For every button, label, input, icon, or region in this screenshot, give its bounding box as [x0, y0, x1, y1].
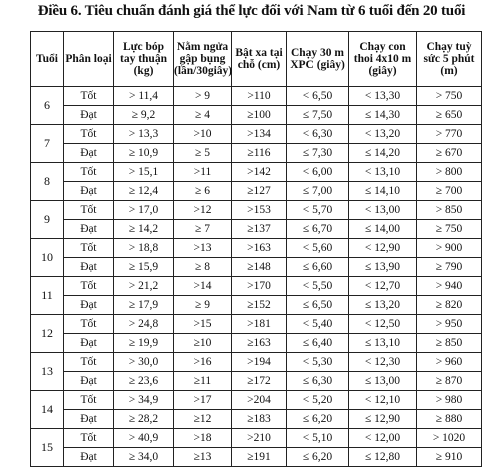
- table-row: [31, 182, 482, 201]
- grip-strength-cell: ≥ 34,0: [114, 448, 174, 467]
- run-30m-cell: < 5,10: [287, 429, 349, 448]
- grip-strength-cell: > 11,4: [114, 87, 174, 106]
- run-30m-cell: ≤ 6,40: [287, 334, 349, 353]
- standing-jump-cell: ≥152: [232, 296, 287, 315]
- grip-strength-cell: ≥ 15,9: [114, 258, 174, 277]
- run-5min-cell: ≥ 670: [417, 144, 482, 163]
- table-row: [31, 277, 482, 296]
- shuttle-run-cell: ≤ 13,20: [349, 296, 417, 315]
- shuttle-run-cell: < 13,00: [349, 201, 417, 220]
- run-30m-cell: ≤ 7,00: [287, 182, 349, 201]
- standing-jump-cell: ≥116: [232, 144, 287, 163]
- table-row: [31, 201, 482, 220]
- header-age: Tuổi: [31, 32, 64, 87]
- table-row: [31, 391, 482, 410]
- run-30m-cell: < 5,50: [287, 277, 349, 296]
- shuttle-run-cell: < 12,90: [349, 239, 417, 258]
- grip-strength-cell: > 13,3: [114, 125, 174, 144]
- table-row: [31, 429, 482, 448]
- run-5min-cell: ≥ 750: [417, 220, 482, 239]
- classification-cell: Đạt: [64, 410, 114, 429]
- standing-jump-cell: ≥148: [232, 258, 287, 277]
- shuttle-run-cell: < 13,30: [349, 87, 417, 106]
- standing-jump-cell: >153: [232, 201, 287, 220]
- table-row: [31, 410, 482, 429]
- shuttle-run-cell: < 12,70: [349, 277, 417, 296]
- shuttle-run-cell: < 13,20: [349, 125, 417, 144]
- standing-jump-cell: >134: [232, 125, 287, 144]
- classification-cell: Đạt: [64, 296, 114, 315]
- age-cell: 10: [31, 239, 64, 277]
- grip-strength-cell: ≥ 23,6: [114, 372, 174, 391]
- run-30m-cell: < 5,20: [287, 391, 349, 410]
- classification-cell: Đạt: [64, 258, 114, 277]
- run-30m-cell: < 5,70: [287, 201, 349, 220]
- standing-jump-cell: ≥100: [232, 106, 287, 125]
- grip-strength-cell: ≥ 28,2: [114, 410, 174, 429]
- sit-ups-cell: ≥ 4: [174, 106, 232, 125]
- standing-jump-cell: >170: [232, 277, 287, 296]
- run-5min-cell: ≥ 870: [417, 372, 482, 391]
- run-5min-cell: > 750: [417, 87, 482, 106]
- table-row: [31, 372, 482, 391]
- grip-strength-cell: > 18,8: [114, 239, 174, 258]
- classification-cell: Tốt: [64, 277, 114, 296]
- grip-strength-cell: > 30,0: [114, 353, 174, 372]
- sit-ups-cell: >14: [174, 277, 232, 296]
- run-5min-cell: > 950: [417, 315, 482, 334]
- sit-ups-cell: ≥11: [174, 372, 232, 391]
- standing-jump-cell: ≥191: [232, 448, 287, 467]
- table-row: [31, 87, 482, 106]
- age-cell: 14: [31, 391, 64, 429]
- run-30m-cell: < 6,30: [287, 125, 349, 144]
- run-5min-cell: ≥ 850: [417, 334, 482, 353]
- table-row: [31, 239, 482, 258]
- run-30m-cell: ≤ 6,50: [287, 296, 349, 315]
- age-cell: 7: [31, 125, 64, 163]
- run-30m-cell: ≤ 6,20: [287, 448, 349, 467]
- shuttle-run-cell: ≤ 12,80: [349, 448, 417, 467]
- table-row: [31, 258, 482, 277]
- grip-strength-cell: > 21,2: [114, 277, 174, 296]
- run-30m-cell: < 6,00: [287, 163, 349, 182]
- classification-cell: Tốt: [64, 391, 114, 410]
- sit-ups-cell: ≥12: [174, 410, 232, 429]
- standing-jump-cell: ≥163: [232, 334, 287, 353]
- table-row: [31, 315, 482, 334]
- age-cell: 12: [31, 315, 64, 353]
- shuttle-run-cell: ≤ 12,90: [349, 410, 417, 429]
- run-5min-cell: > 900: [417, 239, 482, 258]
- run-30m-cell: ≤ 6,20: [287, 410, 349, 429]
- run-30m-cell: < 5,30: [287, 353, 349, 372]
- sit-ups-cell: >17: [174, 391, 232, 410]
- sit-ups-cell: >13: [174, 239, 232, 258]
- run-5min-cell: > 800: [417, 163, 482, 182]
- run-5min-cell: > 1020: [417, 429, 482, 448]
- fitness-standards-table: [30, 31, 482, 467]
- sit-ups-cell: > 9: [174, 87, 232, 106]
- classification-cell: Đạt: [64, 182, 114, 201]
- classification-cell: Tốt: [64, 353, 114, 372]
- grip-strength-cell: ≥ 12,4: [114, 182, 174, 201]
- standing-jump-cell: >163: [232, 239, 287, 258]
- standing-jump-cell: ≥127: [232, 182, 287, 201]
- header-classification: Phân loại: [64, 32, 114, 87]
- standing-jump-cell: ≥172: [232, 372, 287, 391]
- run-5min-cell: > 980: [417, 391, 482, 410]
- age-cell: 8: [31, 163, 64, 201]
- header-standing-jump: Bật xa tại chỗ (cm): [232, 32, 287, 87]
- sit-ups-cell: ≥13: [174, 448, 232, 467]
- table-row: [31, 144, 482, 163]
- classification-cell: Đạt: [64, 106, 114, 125]
- header-shuttle-run: Chạy con thoi 4x10 m (giây): [349, 32, 417, 87]
- shuttle-run-cell: ≤ 14,00: [349, 220, 417, 239]
- shuttle-run-cell: < 12,50: [349, 315, 417, 334]
- header-sit-ups: Nằm ngửa gập bụng (lần/30giây): [174, 32, 232, 87]
- table-row: [31, 220, 482, 239]
- standing-jump-cell: ≥137: [232, 220, 287, 239]
- shuttle-run-cell: < 12,10: [349, 391, 417, 410]
- classification-cell: Tốt: [64, 429, 114, 448]
- classification-cell: Đạt: [64, 372, 114, 391]
- age-cell: 13: [31, 353, 64, 391]
- table-row: [31, 334, 482, 353]
- age-cell: 9: [31, 201, 64, 239]
- classification-cell: Đạt: [64, 448, 114, 467]
- run-30m-cell: ≤ 7,30: [287, 144, 349, 163]
- table-row: [31, 163, 482, 182]
- table-row: [31, 296, 482, 315]
- sit-ups-cell: >10: [174, 125, 232, 144]
- run-5min-cell: ≥ 650: [417, 106, 482, 125]
- standing-jump-cell: ≥183: [232, 410, 287, 429]
- sit-ups-cell: >16: [174, 353, 232, 372]
- run-30m-cell: < 5,40: [287, 315, 349, 334]
- shuttle-run-cell: ≤ 14,30: [349, 106, 417, 125]
- sit-ups-cell: ≥ 5: [174, 144, 232, 163]
- age-cell: 6: [31, 87, 64, 125]
- grip-strength-cell: > 40,9: [114, 429, 174, 448]
- run-30m-cell: < 5,60: [287, 239, 349, 258]
- shuttle-run-cell: ≤ 13,10: [349, 334, 417, 353]
- standing-jump-cell: >142: [232, 163, 287, 182]
- sit-ups-cell: >11: [174, 163, 232, 182]
- age-cell: 11: [31, 277, 64, 315]
- classification-cell: Đạt: [64, 144, 114, 163]
- table-header-row: [31, 32, 482, 87]
- header-grip-strength: Lực bóp tay thuận (kg): [114, 32, 174, 87]
- run-5min-cell: ≥ 910: [417, 448, 482, 467]
- run-5min-cell: > 850: [417, 201, 482, 220]
- classification-cell: Tốt: [64, 87, 114, 106]
- run-5min-cell: > 770: [417, 125, 482, 144]
- grip-strength-cell: > 34,9: [114, 391, 174, 410]
- grip-strength-cell: > 17,0: [114, 201, 174, 220]
- table-row: [31, 448, 482, 467]
- shuttle-run-cell: ≤ 13,00: [349, 372, 417, 391]
- classification-cell: Tốt: [64, 201, 114, 220]
- standing-jump-cell: >181: [232, 315, 287, 334]
- sit-ups-cell: >15: [174, 315, 232, 334]
- page-title: Điều 6. Tiêu chuẩn đánh giá thể lực đối với Nam từ 6 tuổi đến 20 tuổi: [37, 3, 466, 19]
- classification-cell: Tốt: [64, 239, 114, 258]
- shuttle-run-cell: < 12,00: [349, 429, 417, 448]
- run-30m-cell: ≤ 6,60: [287, 258, 349, 277]
- sit-ups-cell: >12: [174, 201, 232, 220]
- run-5min-cell: ≥ 700: [417, 182, 482, 201]
- shuttle-run-cell: ≤ 14,20: [349, 144, 417, 163]
- standing-jump-cell: >110: [232, 87, 287, 106]
- run-5min-cell: > 960: [417, 353, 482, 372]
- sit-ups-cell: ≥ 6: [174, 182, 232, 201]
- header-run-5min: Chạy tuỳ sức 5 phút (m): [417, 32, 482, 87]
- sit-ups-cell: >18: [174, 429, 232, 448]
- grip-strength-cell: > 24,8: [114, 315, 174, 334]
- run-5min-cell: ≥ 880: [417, 410, 482, 429]
- sit-ups-cell: ≥10: [174, 334, 232, 353]
- classification-cell: Tốt: [64, 163, 114, 182]
- classification-cell: Đạt: [64, 334, 114, 353]
- classification-cell: Tốt: [64, 315, 114, 334]
- sit-ups-cell: ≥ 7: [174, 220, 232, 239]
- standing-jump-cell: >194: [232, 353, 287, 372]
- grip-strength-cell: ≥ 14,2: [114, 220, 174, 239]
- sit-ups-cell: ≥ 8: [174, 258, 232, 277]
- classification-cell: Đạt: [64, 220, 114, 239]
- shuttle-run-cell: ≤ 13,90: [349, 258, 417, 277]
- grip-strength-cell: ≥ 17,9: [114, 296, 174, 315]
- table-row: [31, 106, 482, 125]
- standing-jump-cell: >204: [232, 391, 287, 410]
- standing-jump-cell: >210: [232, 429, 287, 448]
- classification-cell: Tốt: [64, 125, 114, 144]
- grip-strength-cell: ≥ 10,9: [114, 144, 174, 163]
- shuttle-run-cell: ≤ 14,10: [349, 182, 417, 201]
- age-cell: 15: [31, 429, 64, 467]
- grip-strength-cell: ≥ 9,2: [114, 106, 174, 125]
- run-5min-cell: > 940: [417, 277, 482, 296]
- table-row: [31, 125, 482, 144]
- run-30m-cell: ≤ 6,70: [287, 220, 349, 239]
- sit-ups-cell: ≥ 9: [174, 296, 232, 315]
- run-30m-cell: ≤ 6,30: [287, 372, 349, 391]
- shuttle-run-cell: < 12,30: [349, 353, 417, 372]
- run-30m-cell: ≤ 7,50: [287, 106, 349, 125]
- run-5min-cell: ≥ 820: [417, 296, 482, 315]
- run-5min-cell: ≥ 790: [417, 258, 482, 277]
- shuttle-run-cell: < 13,10: [349, 163, 417, 182]
- table-row: [31, 353, 482, 372]
- grip-strength-cell: ≥ 19,9: [114, 334, 174, 353]
- run-30m-cell: < 6,50: [287, 87, 349, 106]
- header-run-30m: Chạy 30 m XPC (giây): [287, 32, 349, 87]
- table-body: [31, 87, 482, 467]
- grip-strength-cell: > 15,1: [114, 163, 174, 182]
